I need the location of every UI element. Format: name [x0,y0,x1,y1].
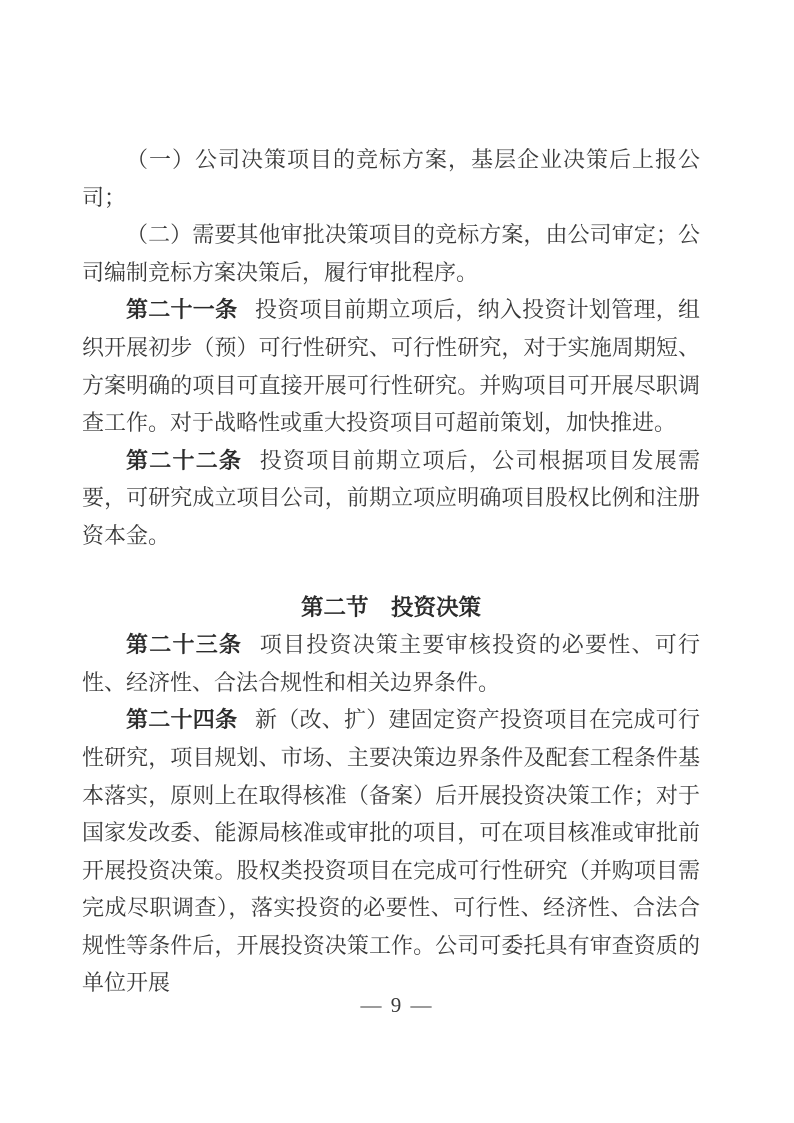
article-24-paragraph [82,701,700,1002]
article-21-number: 第二十一条 [126,297,238,323]
article-24-text: 新（改、扩）建固定资产投资项目在完成可行性研究，项目规划、市场、主要决策边界条件及配套工程条件基本落实，原则上在取得核准（备案）后开展投资决策工作；对于国家发改委、能源局核准或审批的项目，可在项目核准或审批前开展投资决策。股权类投资项目在完成可行性研究（并购项目需完成尽职调查），落实投资的必要性、可行性、经济性、合法合规性等条件后，开展投资决策工作。公司可委托具有审查资质的单位开展 [82,707,700,996]
section-heading: 第二节 投资决策 [300,594,481,620]
page-number-footer: — 9 — [360,993,434,1017]
article-21-paragraph [82,291,700,441]
article-23-number: 第二十三条 [126,632,243,658]
article-23-text: 项目投资决策主要审核投资的必要性、可行性、经济性、合法合规性和相关边界条件。 [82,632,700,695]
document-body [82,141,700,1002]
article-22-text: 投资项目前期立项后，公司根据项目发展需要，可研究成立项目公司，前期立项应明确项目股权比例和注册资本金。 [82,447,700,548]
article-22-number: 第二十二条 [126,447,243,473]
clause-item-2: （二）需要其他审批决策项目的竞标方案，由公司审定；公司编制竞标方案决策后，履行审批程序。 [82,222,700,285]
article-24-number: 第二十四条 [126,707,238,733]
clause-item-1: （一）公司决策项目的竞标方案，基层企业决策后上报公司； [82,147,700,210]
article-23-paragraph [82,626,700,701]
article-21-text: 投资项目前期立项后，纳入投资计划管理，组织开展初步（预）可行性研究、可行性研究，对于实施周期短、方案明确的项目可直接开展可行性研究。并购项目可开展尽职调查工作。对于战略性或重大投资项目可超前策划，加快推进。 [82,297,700,436]
article-22-paragraph [82,442,700,555]
